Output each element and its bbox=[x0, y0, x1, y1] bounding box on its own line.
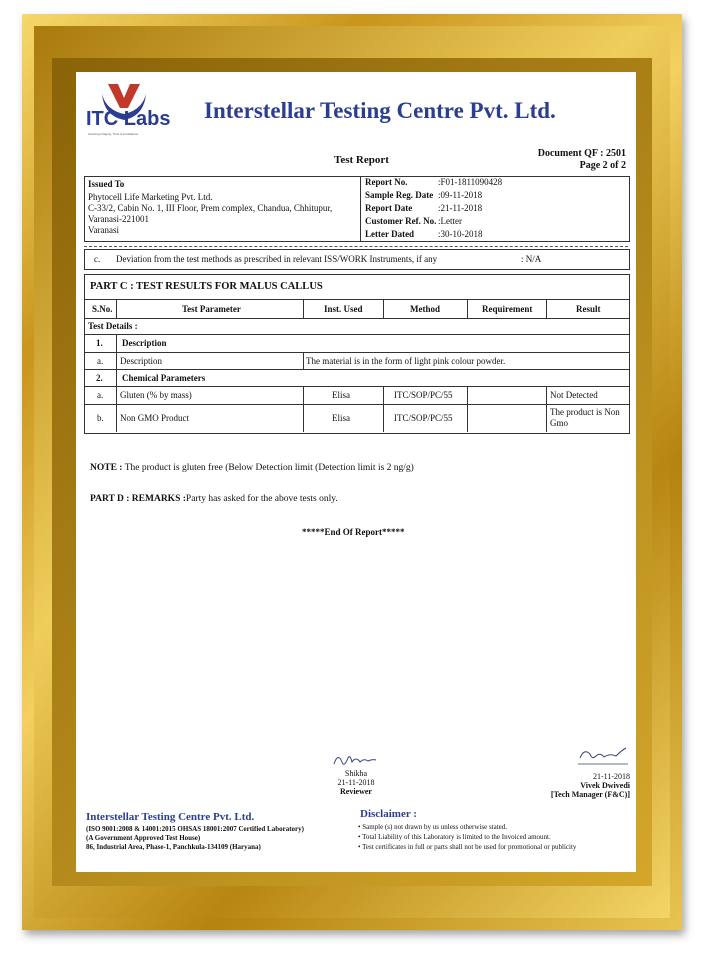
table-rule bbox=[84, 369, 630, 370]
row-parameter: Gluten (% by mass) bbox=[120, 390, 192, 400]
row-index: a. bbox=[97, 390, 104, 400]
section-number: 1. bbox=[96, 338, 103, 348]
col-header-parameter: Test Parameter bbox=[182, 304, 241, 314]
section-number: 2. bbox=[96, 373, 103, 383]
row-method: ITC/SOP/PC/55 bbox=[394, 413, 453, 423]
deviation-index: c. bbox=[94, 254, 101, 264]
table-col-rule bbox=[303, 299, 304, 318]
report-date-value: :21-11-2018 bbox=[438, 203, 483, 213]
part-c-title: PART C : TEST RESULTS FOR MALUS CALLUS bbox=[90, 281, 323, 292]
row-parameter: Non GMO Product bbox=[120, 413, 189, 423]
note-text: The product is gluten free (Below Detection limit (Detection limit is 2 ng/g) bbox=[124, 463, 414, 473]
section-title: Description bbox=[122, 338, 167, 348]
document-qf bbox=[538, 148, 626, 172]
logo-text: ITC Labs bbox=[86, 108, 171, 130]
table-col-rule bbox=[383, 386, 384, 432]
disclaimer-item: • Total Liability of this Laboratory is limited to the Invoiced amount. bbox=[358, 833, 551, 841]
report-no-value: :F01-1811090428 bbox=[438, 177, 503, 187]
manager-name: Vivek Dwivedi bbox=[580, 781, 630, 790]
table-rule bbox=[84, 318, 630, 319]
report-title: Test Report bbox=[334, 154, 389, 166]
table-col-rule bbox=[303, 352, 304, 369]
row-description-text: The material is in the form of light pink colour powder. bbox=[306, 356, 506, 366]
logo-tagline: Assuring Integrity, Trust & Confidence bbox=[88, 132, 139, 136]
disclaimer-item: • Sample (s) not drawn by us unless otherwise stated. bbox=[358, 823, 508, 831]
manager-role: [Tech Manager (F&C)] bbox=[550, 790, 630, 799]
reviewer-signature-icon bbox=[332, 750, 378, 770]
issued-to-line: Phytocell Life Marketing Pvt. Ltd. bbox=[88, 192, 213, 202]
table-col-rule bbox=[116, 299, 117, 318]
row-index: b. bbox=[97, 413, 104, 423]
reviewer-role: Reviewer bbox=[340, 787, 372, 796]
table-col-rule bbox=[383, 299, 384, 318]
row-result-line: Gmo bbox=[550, 418, 568, 428]
table-col-rule bbox=[467, 299, 468, 318]
disclaimer-title: Disclaimer : bbox=[360, 808, 417, 820]
footer-line: 86, Industrial Area, Phase-1, Panchkula-134109 (Haryana) bbox=[86, 843, 261, 851]
row-parameter: Description bbox=[120, 356, 162, 366]
customer-ref-label: Customer Ref. No. bbox=[365, 216, 437, 226]
col-header-method: Method bbox=[410, 304, 440, 314]
table-col-rule bbox=[303, 386, 304, 432]
part-d-text: Party has asked for the above tests only. bbox=[185, 494, 338, 504]
deviation-text: Deviation from the test methods as prescribed in relevant ISS/WORK Instruments, if any bbox=[116, 254, 438, 264]
note bbox=[90, 463, 414, 474]
manager-block bbox=[542, 772, 630, 799]
customer-ref-value: :Letter bbox=[438, 216, 462, 226]
table-rule bbox=[84, 299, 630, 300]
col-header-requirement: Requirement bbox=[482, 304, 533, 314]
table-rule bbox=[84, 334, 630, 335]
letter-dated-label: Letter Dated bbox=[365, 229, 415, 239]
test-details-label: Test Details : bbox=[88, 321, 138, 331]
section-title: Chemical Parameters bbox=[122, 373, 206, 383]
row-result-line: The product is Non bbox=[550, 407, 620, 417]
issued-to-label: Issued To bbox=[88, 179, 125, 189]
doc-qf-number: Document QF : 2501 bbox=[537, 148, 626, 159]
part-d-label: PART D : REMARKS : bbox=[90, 494, 186, 504]
note-label: NOTE : bbox=[90, 463, 123, 473]
test-report-page bbox=[76, 72, 636, 872]
issued-to-line: Varanasi-221001 bbox=[88, 214, 149, 224]
manager-signature-icon bbox=[576, 744, 630, 770]
row-inst: Elisa bbox=[332, 390, 350, 400]
page-indicator: Page 2 of 2 bbox=[579, 160, 626, 171]
table-col-rule bbox=[116, 334, 117, 432]
footer-line: (A Government Approved Test House) bbox=[86, 834, 201, 842]
table-col-rule bbox=[546, 299, 547, 318]
col-header-sno: S.No. bbox=[92, 304, 113, 314]
deviation-value: : N/A bbox=[521, 254, 542, 264]
dashed-separator bbox=[84, 246, 628, 247]
row-index: a. bbox=[97, 356, 104, 366]
report-date-label: Report Date bbox=[365, 203, 413, 213]
reviewer-date: 21-11-2018 bbox=[337, 778, 375, 787]
issued-to-line: C-33/2, Cabin No. 1, III Floor, Prem complex, Chandua, Chhitupur, bbox=[88, 203, 333, 213]
footer-line: (ISO 9001:2008 & 14001:2015 OHSAS 18001:2007 Certified Laboratory) bbox=[86, 825, 304, 833]
col-header-inst: Inst. Used bbox=[324, 304, 363, 314]
footer-address bbox=[86, 825, 304, 852]
table-col-rule bbox=[546, 386, 547, 432]
company-title: Interstellar Testing Centre Pvt. Ltd. bbox=[204, 98, 556, 123]
row-result: Not Detected bbox=[550, 390, 598, 400]
reviewer-block bbox=[328, 769, 384, 796]
reviewer-name: Shikha bbox=[344, 769, 368, 778]
col-header-result: Result bbox=[576, 304, 601, 314]
row-inst: Elisa bbox=[332, 413, 350, 423]
manager-date: 21-11-2018 bbox=[592, 772, 630, 781]
report-no-label: Report No. bbox=[365, 177, 408, 187]
end-of-report: *****End Of Report***** bbox=[302, 527, 405, 537]
part-c-box bbox=[84, 274, 630, 434]
footer-company: Interstellar Testing Centre Pvt. Ltd. bbox=[86, 811, 255, 823]
disclaimer-item: • Test certificates in full or parts shall not be used for promotional or publicity bbox=[358, 843, 577, 851]
sample-reg-date-value: :09-11-2018 bbox=[438, 190, 483, 200]
sample-reg-date-label: Sample Reg. Date bbox=[365, 190, 434, 200]
disclaimer-list bbox=[358, 822, 576, 852]
table-rule bbox=[84, 352, 630, 353]
issued-to-line: Varanasi bbox=[88, 225, 119, 235]
table-rule bbox=[84, 386, 630, 387]
row-method: ITC/SOP/PC/55 bbox=[394, 390, 453, 400]
letter-dated-value: :30-10-2018 bbox=[438, 229, 483, 239]
table-col-rule bbox=[467, 386, 468, 432]
table-rule bbox=[84, 404, 630, 405]
part-d-remarks bbox=[90, 494, 338, 505]
divider bbox=[360, 176, 361, 242]
